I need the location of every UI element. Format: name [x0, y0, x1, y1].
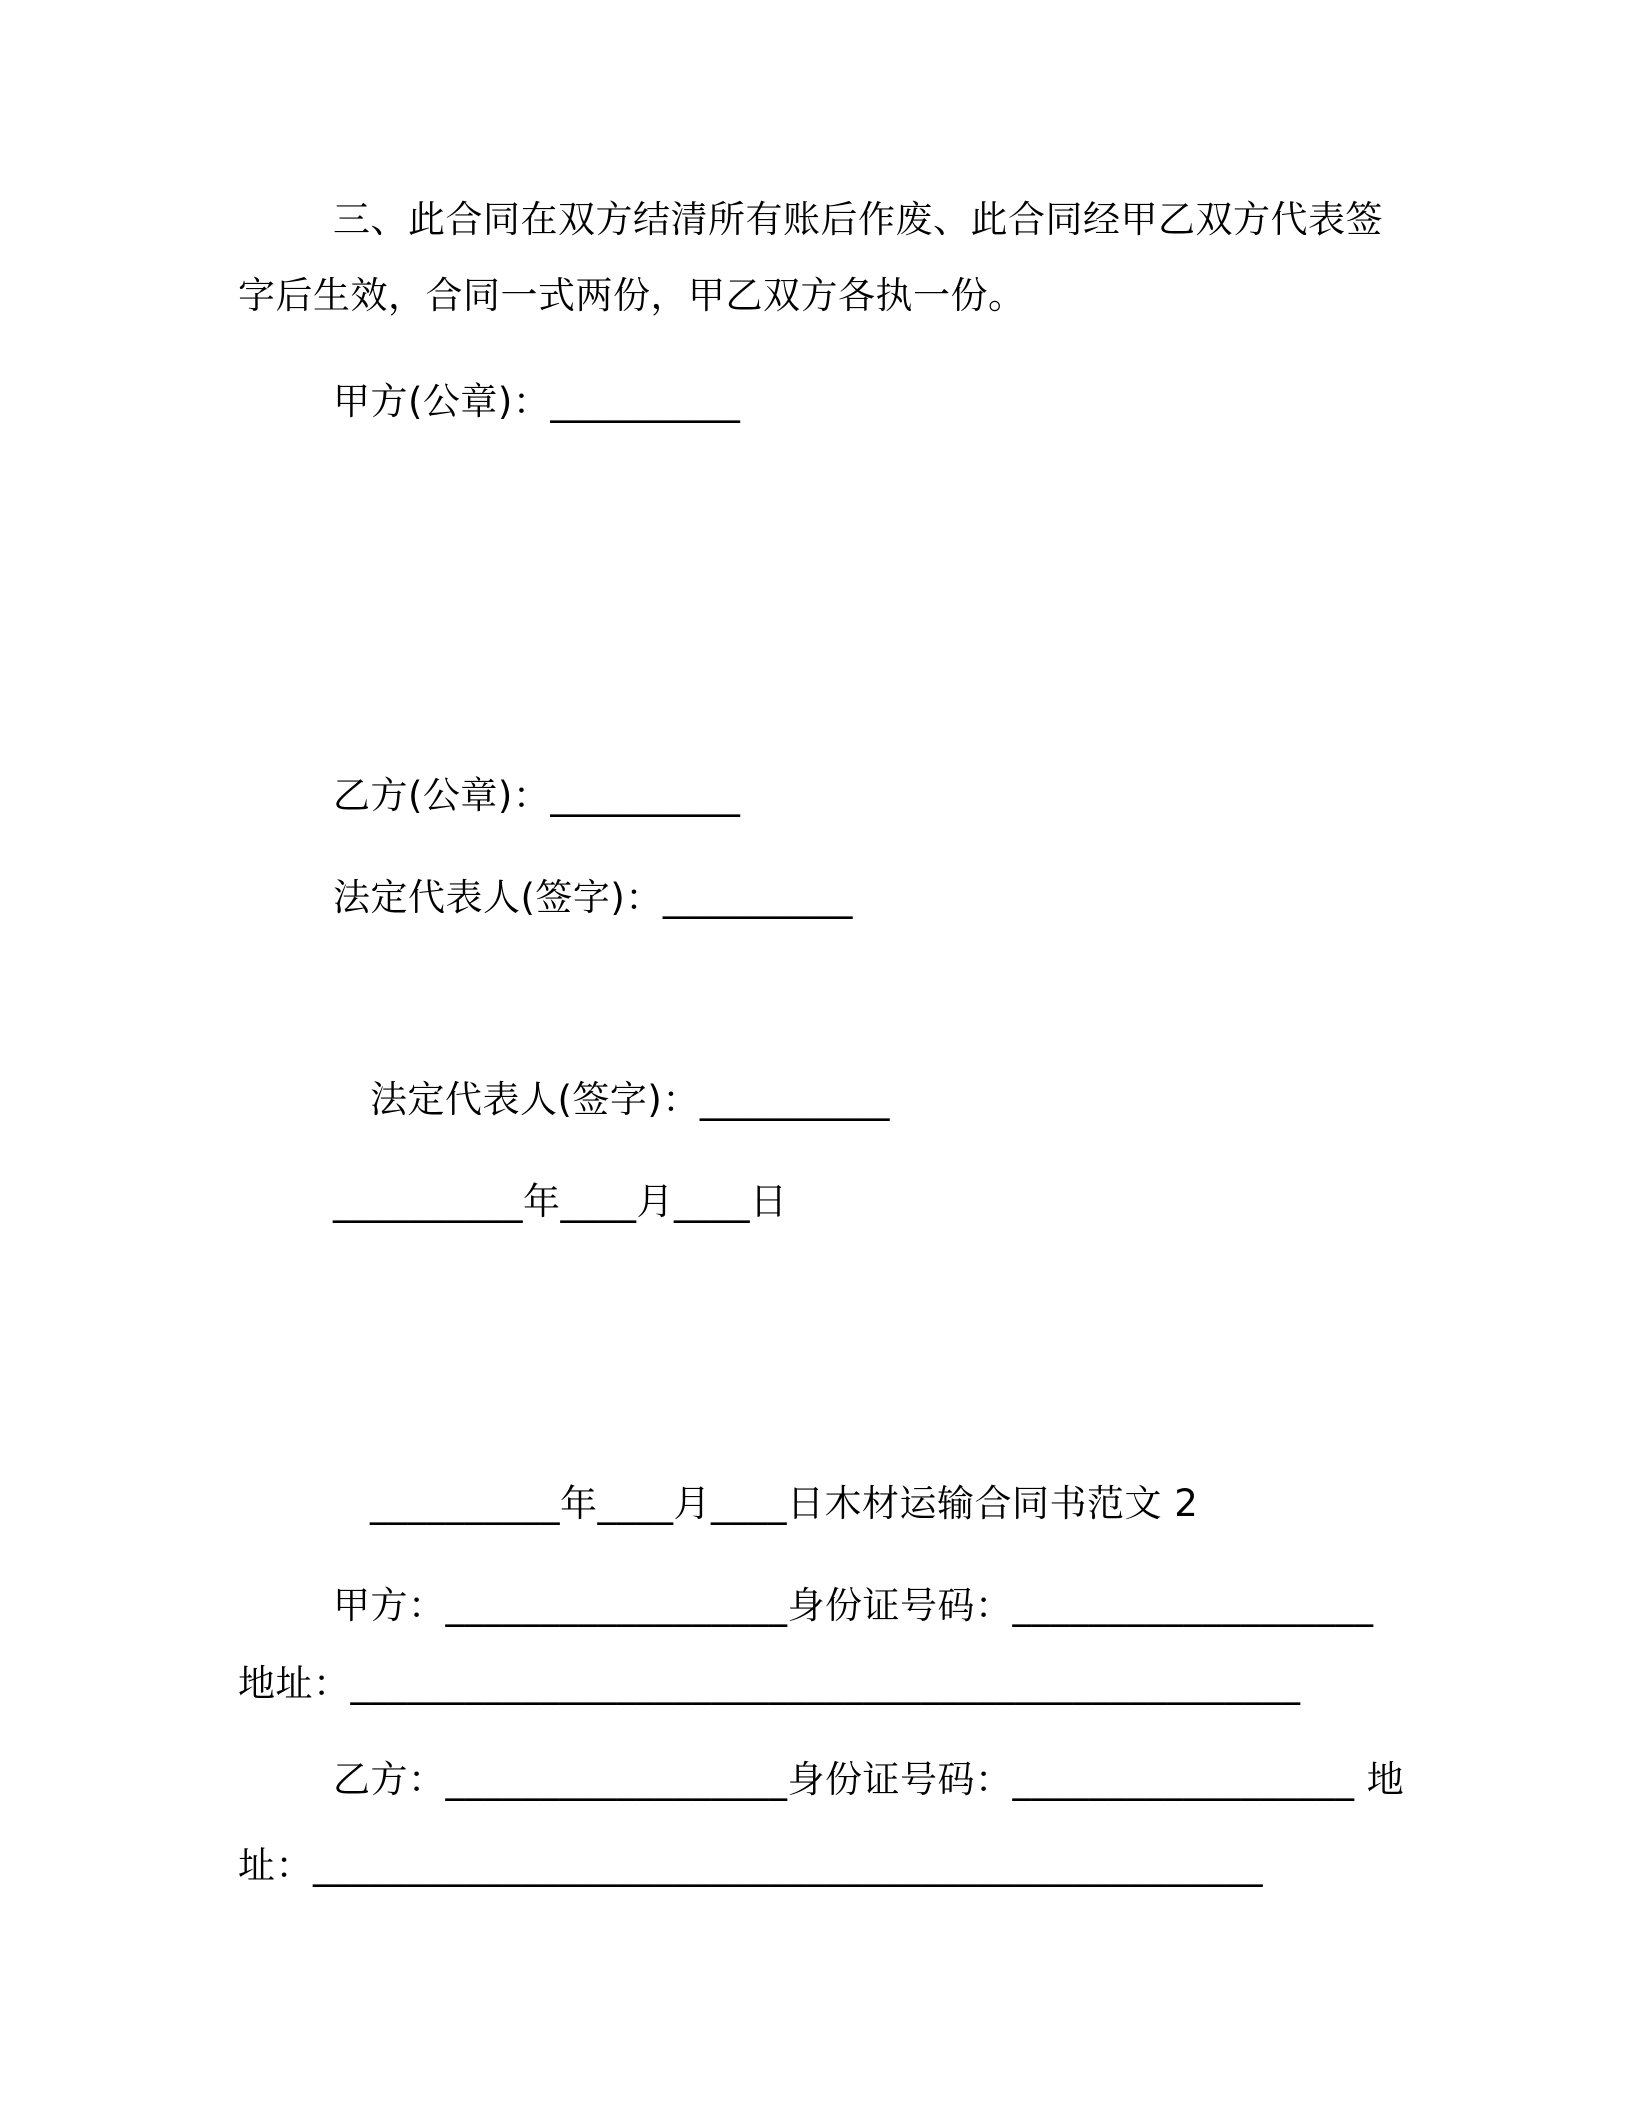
- signing-date: __________年____月____日: [333, 1180, 788, 1223]
- contract-2-heading: __________年____月____日木材运输合同书范文 2: [370, 1482, 1199, 1525]
- clause-3-line-1: 三、此合同在双方结清所有账后作废、此合同经甲乙双方代表签: [333, 198, 1383, 241]
- legal-representative-signature-2: 法定代表人(签字)：__________: [370, 1078, 890, 1121]
- party-b-seal-field: 乙方(公章)：__________: [333, 774, 741, 817]
- clause-3-line-2: 字后生效，合同一式两份，甲乙双方各执一份。: [238, 274, 1026, 317]
- party-a-seal-field: 甲方(公章)：__________: [333, 380, 741, 423]
- party-a-info-line: 甲方：__________________身份证号码：___________________: [333, 1584, 1374, 1627]
- legal-representative-signature-1: 法定代表人(签字)：__________: [333, 876, 853, 919]
- party-b-address-line: 址：__________________________________________________: [238, 1844, 1263, 1887]
- party-a-address-line: 地址：__________________________________________________: [238, 1662, 1301, 1705]
- party-b-info-line: 乙方：__________________身份证号码：__________________ 地: [333, 1758, 1405, 1801]
